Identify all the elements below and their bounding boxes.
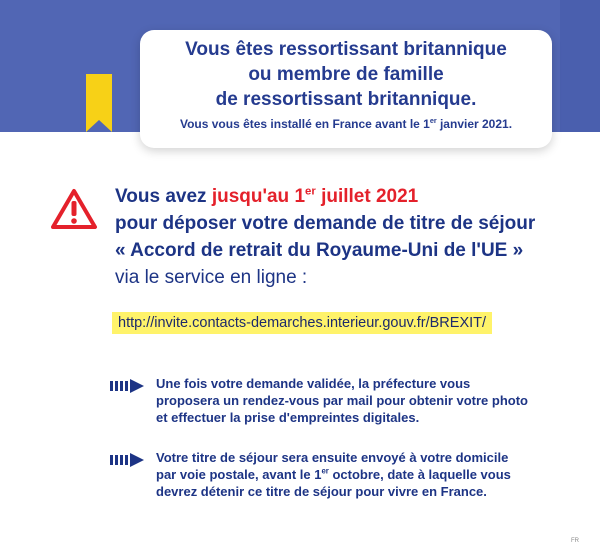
deadline-line1: Vous avez jusqu'au 1er juillet 2021 — [115, 185, 419, 207]
deadline-line2: pour déposer votre demande de titre de séjour — [115, 213, 536, 234]
info-bullet-delivery — [110, 449, 570, 500]
corner-mark: FR — [571, 538, 579, 544]
header-title-line2: ou membre de famille — [248, 64, 444, 85]
header-band-stripe — [560, 0, 600, 132]
bookmark-ribbon-icon — [86, 74, 112, 132]
header-title-line1: Vous êtes ressortissant britannique — [185, 39, 507, 60]
deadline-line3: « Accord de retrait du Royaume-Uni de l'UE » — [115, 240, 524, 261]
deadline-line4: via le service en ligne : — [115, 267, 308, 288]
header-card — [140, 30, 552, 148]
warning-triangle-icon — [50, 188, 98, 230]
online-service-link[interactable]: http://invite.contacts-demarches.interieur.gouv.fr/BREXIT/ — [112, 312, 492, 334]
header-subtitle: Vous vous êtes installé en France avant le 1er janvier 2021. — [179, 116, 513, 131]
info-bullet-text: Une fois votre demande validée, la préfecture vous proposera un rendez-vous par mail pour obtenir votre photo et effectuer la prise d'empreintes digitales. — [156, 376, 528, 425]
info-bullet-appointment — [110, 375, 570, 426]
header-title-line3: de ressortissant britannique. — [215, 89, 477, 110]
info-bullet-text: Votre titre de séjour sera ensuite envoyé à votre domicile par voie postale, avant le 1er octobre, date à laquelle vous devrez détenir ce titre de séjour pour vivre en France. — [156, 450, 511, 499]
striped-arrow-icon — [110, 453, 144, 467]
deadline-block — [115, 183, 585, 291]
striped-arrow-icon — [110, 379, 144, 393]
